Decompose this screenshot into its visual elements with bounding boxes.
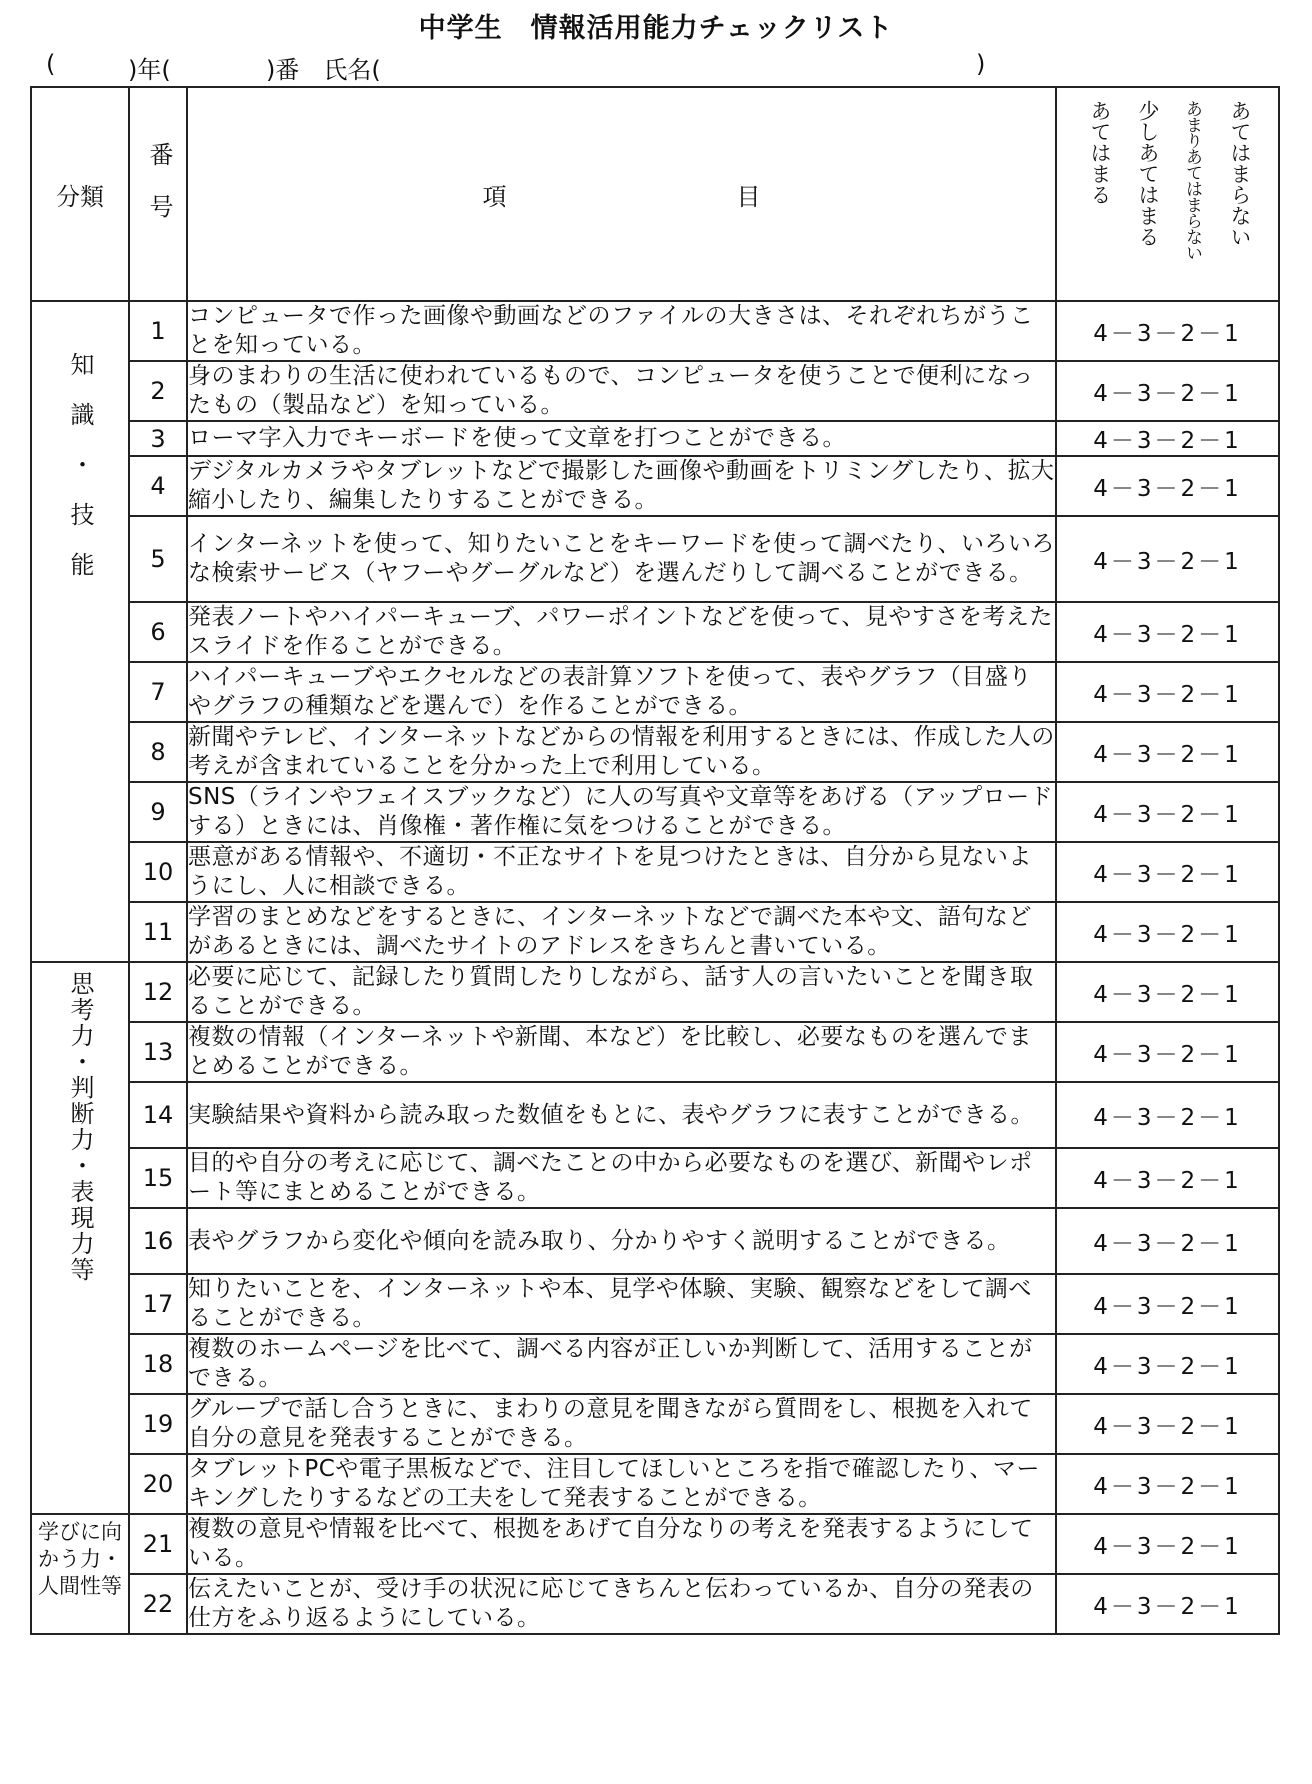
- table-row: [31, 1274, 1279, 1334]
- item-number: 21: [129, 1514, 187, 1574]
- item-number: 10: [129, 842, 187, 902]
- item-number: 11: [129, 902, 187, 962]
- rating-scale[interactable]: 4－3－2－1: [1056, 1514, 1279, 1574]
- item-number: 14: [129, 1082, 187, 1148]
- rating-header: [1056, 87, 1279, 301]
- item-header: [187, 87, 1056, 301]
- table-row: [31, 1148, 1279, 1208]
- item-text: インターネットを使って、知りたいことをキーワードを使って調べたり、いろいろな検索サービス（ヤフーやグーグルなど）を選んだりして調べることができる。: [187, 516, 1056, 602]
- item-number: 4: [129, 456, 187, 516]
- item-number: 19: [129, 1394, 187, 1454]
- table-row: [31, 1394, 1279, 1454]
- table-row: [31, 602, 1279, 662]
- rating-scale[interactable]: 4－3－2－1: [1056, 1274, 1279, 1334]
- item-text: グループで話し合うときに、まわりの意見を聞きながら質問をし、根拠を入れて自分の意見を発表することができる。: [187, 1394, 1056, 1454]
- rating-scale[interactable]: 4－3－2－1: [1056, 962, 1279, 1022]
- table-row: [31, 782, 1279, 842]
- item-number: 15: [129, 1148, 187, 1208]
- rating-3-label: 少しあてはまる: [1136, 100, 1160, 247]
- rating-scale[interactable]: 4－3－2－1: [1056, 1148, 1279, 1208]
- table-row: [31, 1514, 1279, 1574]
- table-row: [31, 1208, 1279, 1274]
- table-row: [31, 1334, 1279, 1394]
- item-text: コンピュータで作った画像や動画などのファイルの大きさは、それぞれちがうことを知っている。: [187, 301, 1056, 361]
- checklist-table: [30, 86, 1280, 1635]
- rating-scale[interactable]: 4－3－2－1: [1056, 301, 1279, 361]
- table-row: [31, 1022, 1279, 1082]
- rating-scale[interactable]: 4－3－2－1: [1056, 1394, 1279, 1454]
- table-row: [31, 722, 1279, 782]
- number-header-text: 番号: [145, 142, 173, 246]
- rating-scale[interactable]: 4－3－2－1: [1056, 1022, 1279, 1082]
- item-number: 17: [129, 1274, 187, 1334]
- item-number: 9: [129, 782, 187, 842]
- item-number: 1: [129, 301, 187, 361]
- item-text: 目的や自分の考えに応じて、調べたことの中から必要なものを選び、新聞やレポート等にまとめることができる。: [187, 1148, 1056, 1208]
- table-row: [31, 1082, 1279, 1148]
- table-row: [31, 516, 1279, 602]
- rating-scale[interactable]: 4－3－2－1: [1056, 421, 1279, 456]
- item-text: 実験結果や資料から読み取った数値をもとに、表やグラフに表すことができる。: [187, 1082, 1056, 1148]
- rating-scale[interactable]: 4－3－2－1: [1056, 456, 1279, 516]
- category-knowledge: [31, 301, 129, 962]
- paren-close: ): [976, 50, 986, 78]
- item-text: 伝えたいことが、受け手の状況に応じてきちんと伝わっているか、自分の発表の仕方をふり返るようにしている。: [187, 1574, 1056, 1634]
- item-text: 学習のまとめなどをするときに、インターネットなどで調べた本や文、語句などがあるときには、調べたサイトのアドレスをきちんと書いている。: [187, 902, 1056, 962]
- rating-scale[interactable]: 4－3－2－1: [1056, 1082, 1279, 1148]
- rating-scale[interactable]: 4－3－2－1: [1056, 1334, 1279, 1394]
- category-header: 分類: [31, 87, 129, 301]
- item-text: 身のまわりの生活に使われているもので、コンピュータを使うことで便利になったもの（製品など）を知っている。: [187, 361, 1056, 421]
- item-number: 3: [129, 421, 187, 456]
- rating-scale[interactable]: 4－3－2－1: [1056, 1574, 1279, 1634]
- item-text: 表やグラフから変化や傾向を読み取り、分かりやすく説明することができる。: [187, 1208, 1056, 1274]
- item-number: 20: [129, 1454, 187, 1514]
- item-number: 5: [129, 516, 187, 602]
- category-knowledge-label: 知識・技能: [66, 352, 94, 602]
- item-text: 新聞やテレビ、インターネットなどからの情報を利用するときには、作成した人の考えが含まれていることを分かった上で利用している。: [187, 722, 1056, 782]
- item-number: 22: [129, 1574, 187, 1634]
- item-text: デジタルカメラやタブレットなどで撮影した画像や動画をトリミングしたり、拡大縮小したり、編集したりすることができる。: [187, 456, 1056, 516]
- rating-4-label: あてはまる: [1088, 100, 1112, 205]
- item-text: 複数の意見や情報を比べて、根拠をあげて自分なりの考えを発表するようにしている。: [187, 1514, 1056, 1574]
- table-header-row: [31, 87, 1279, 301]
- table-row: [31, 361, 1279, 421]
- rating-scale[interactable]: 4－3－2－1: [1056, 782, 1279, 842]
- item-header-right: 目: [736, 182, 761, 211]
- category-attitude-label: 学びに向かう力・人間性等: [38, 1520, 122, 1598]
- item-number: 6: [129, 602, 187, 662]
- rating-scale[interactable]: 4－3－2－1: [1056, 602, 1279, 662]
- table-row: [31, 1454, 1279, 1514]
- rating-scale[interactable]: 4－3－2－1: [1056, 516, 1279, 602]
- table-row: [31, 962, 1279, 1022]
- item-header-left: 項: [482, 182, 507, 211]
- year-label: )年(: [128, 56, 171, 84]
- rating-scale[interactable]: 4－3－2－1: [1056, 842, 1279, 902]
- category-attitude: [31, 1514, 129, 1634]
- number-header: [129, 87, 187, 301]
- page-title: 中学生 情報活用能力チェックリスト: [418, 13, 894, 44]
- item-number: 8: [129, 722, 187, 782]
- rating-scale[interactable]: 4－3－2－1: [1056, 902, 1279, 962]
- item-text: ハイパーキューブやエクセルなどの表計算ソフトを使って、表やグラフ（目盛りやグラフの種類などを選んで）を作ることができる。: [187, 662, 1056, 722]
- table-row: [31, 301, 1279, 361]
- table-row: [31, 662, 1279, 722]
- item-number: 7: [129, 662, 187, 722]
- item-number: 2: [129, 361, 187, 421]
- table-row: [31, 421, 1279, 456]
- item-text: 複数の情報（インターネットや新聞、本など）を比較し、必要なものを選んでまとめることができる。: [187, 1022, 1056, 1082]
- number-name-label: )番 氏名(: [266, 56, 381, 84]
- rating-scale[interactable]: 4－3－2－1: [1056, 662, 1279, 722]
- rating-scale[interactable]: 4－3－2－1: [1056, 722, 1279, 782]
- item-number: 13: [129, 1022, 187, 1082]
- table-row: [31, 1574, 1279, 1634]
- table-row: [31, 902, 1279, 962]
- rating-scale[interactable]: 4－3－2－1: [1056, 361, 1279, 421]
- rating-scale[interactable]: 4－3－2－1: [1056, 1454, 1279, 1514]
- rating-1-label: あてはまらない: [1228, 100, 1252, 247]
- item-text: ローマ字入力でキーボードを使って文章を打つことができる。: [187, 421, 1056, 456]
- item-text: 複数のホームページを比べて、調べる内容が正しいか判断して、活用することができる。: [187, 1334, 1056, 1394]
- item-text: 知りたいことを、インターネットや本、見学や体験、実験、観察などをして調べることができる。: [187, 1274, 1056, 1334]
- paren-open: (: [46, 50, 56, 78]
- item-number: 16: [129, 1208, 187, 1274]
- item-number: 18: [129, 1334, 187, 1394]
- rating-2-label: あまりあてはまらない: [1182, 100, 1202, 260]
- item-text: タブレットPCや電子黒板などで、注目してほしいところを指で確認したり、マーキングしたりするなどの工夫をして発表することができる。: [187, 1454, 1056, 1514]
- item-text: 必要に応じて、記録したり質問したりしながら、話す人の言いたいことを聞き取ることができる。: [187, 962, 1056, 1022]
- category-thinking: [31, 962, 129, 1514]
- item-text: SNS（ラインやフェイスブックなど）に人の写真や文章等をあげる（アップロードする）ときには、肖像権・著作権に気をつけることができる。: [187, 782, 1056, 842]
- item-text: 発表ノートやハイパーキューブ、パワーポイントなどを使って、見やすさを考えたスライドを作ることができる。: [187, 602, 1056, 662]
- table-row: [31, 456, 1279, 516]
- item-number: 12: [129, 962, 187, 1022]
- item-text: 悪意がある情報や、不適切・不正なサイトを見つけたときは、自分から見ないようにし、人に相談できる。: [187, 842, 1056, 902]
- table-row: [31, 842, 1279, 902]
- rating-scale[interactable]: 4－3－2－1: [1056, 1208, 1279, 1274]
- category-thinking-label: 思考力・判断力・表現力等: [66, 971, 94, 1283]
